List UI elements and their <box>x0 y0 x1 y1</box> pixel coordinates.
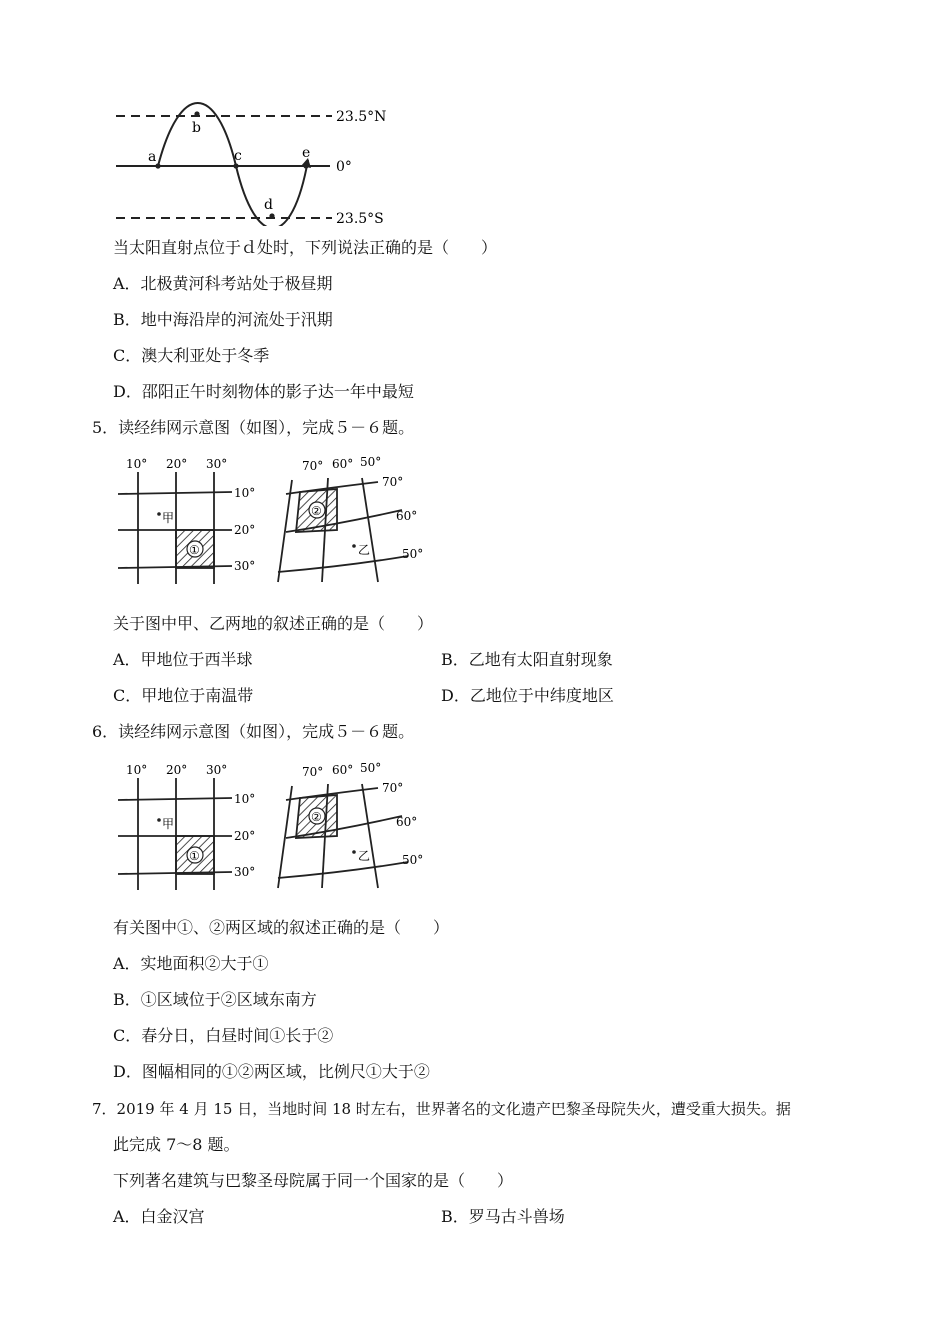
point-c: c <box>234 148 242 164</box>
left-top-label-30: 30° <box>206 763 228 777</box>
right-top-label-50: 50° <box>360 455 382 469</box>
right-side-label-50: 50° <box>402 547 424 561</box>
left-top-label-20: 20° <box>166 763 188 777</box>
left-side-label-30: 30° <box>234 559 256 573</box>
right-side-label-70: 70° <box>382 475 404 489</box>
left-side-label-20: 20° <box>234 829 256 843</box>
q5-option-d[interactable]: D．乙地位于中纬度地区 <box>441 686 614 705</box>
region-2-label: ② <box>311 504 322 518</box>
q6-option-d[interactable]: D．图幅相同的①②两区域，比例尺①大于② <box>113 1062 430 1081</box>
q6-option-b[interactable]: B．①区域位于②区域东南方 <box>113 990 317 1009</box>
point-yi: 乙 <box>358 543 371 557</box>
q5-title: 5．读经纬网示意图（如图），完成５－６题。 <box>92 418 415 437</box>
q7-title-line2: 此完成 7～8 题。 <box>113 1135 240 1154</box>
label-equator: 0° <box>336 159 352 175</box>
q6-title: 6．读经纬网示意图（如图），完成５－６题。 <box>92 722 415 741</box>
point-jia: 甲 <box>162 817 175 831</box>
right-side-label-50: 50° <box>402 853 424 867</box>
left-side-label-10: 10° <box>234 792 256 806</box>
label-tropic-north: 23.5°N <box>336 109 387 125</box>
region-1-label: ① <box>189 849 200 863</box>
q5-option-b[interactable]: B．乙地有太阳直射现象 <box>441 650 613 669</box>
q7-option-b[interactable]: B．罗马古斗兽场 <box>441 1207 565 1226</box>
q6-stem: 有关图中①、②两区域的叙述正确的是（ ） <box>113 918 450 937</box>
right-top-label-60: 60° <box>332 763 354 777</box>
q4-option-d[interactable]: D．邵阳正午时刻物体的影子达一年中最短 <box>113 382 414 401</box>
sun-path-diagram <box>110 96 400 226</box>
right-top-label-70: 70° <box>302 459 324 473</box>
q7-option-a[interactable]: A．白金汉宫 <box>113 1207 205 1226</box>
point-d: d <box>264 197 273 213</box>
left-side-label-30: 30° <box>234 865 256 879</box>
right-top-label-70: 70° <box>302 765 324 779</box>
point-jia: 甲 <box>162 511 175 525</box>
q7-title-line1: 7．2019 年 4 月 15 日，当地时间 18 时左右，世界著名的文化遗产巴黎圣母院失火，遭受重大损失。据 <box>92 1100 791 1118</box>
q5-option-c[interactable]: C．甲地位于南温带 <box>113 686 254 705</box>
region-1-label: ① <box>189 543 200 557</box>
point-b: b <box>192 120 201 136</box>
right-side-label-60: 60° <box>396 509 418 523</box>
right-top-label-60: 60° <box>332 457 354 471</box>
graticule-diagram-q5 <box>110 452 440 587</box>
left-top-label-10: 10° <box>126 457 148 471</box>
graticule-diagram-q6 <box>110 758 440 893</box>
q4-option-c[interactable]: C．澳大利亚处于冬季 <box>113 346 270 365</box>
q5-stem: 关于图中甲、乙两地的叙述正确的是（ ） <box>113 614 434 633</box>
left-side-label-10: 10° <box>234 486 256 500</box>
q5-option-a[interactable]: A．甲地位于西半球 <box>113 650 253 669</box>
q4-option-b[interactable]: B．地中海沿岸的河流处于汛期 <box>113 310 333 329</box>
left-top-label-10: 10° <box>126 763 148 777</box>
right-top-label-50: 50° <box>360 761 382 775</box>
point-e: e <box>302 145 311 161</box>
right-side-label-70: 70° <box>382 781 404 795</box>
q7-stem: 下列著名建筑与巴黎圣母院属于同一个国家的是（ ） <box>113 1171 514 1190</box>
q6-option-c[interactable]: C．春分日，白昼时间①长于② <box>113 1026 334 1045</box>
point-yi: 乙 <box>358 849 371 863</box>
left-top-label-30: 30° <box>206 457 228 471</box>
region-2-label: ② <box>311 810 322 824</box>
point-a: a <box>148 149 157 165</box>
left-side-label-20: 20° <box>234 523 256 537</box>
q4-option-a[interactable]: A．北极黄河科考站处于极昼期 <box>113 274 333 293</box>
right-side-label-60: 60° <box>396 815 418 829</box>
left-top-label-20: 20° <box>166 457 188 471</box>
q6-option-a[interactable]: A．实地面积②大于① <box>113 954 269 973</box>
q4-stem: 当太阳直射点位于ｄ处时，下列说法正确的是（ ） <box>113 238 498 257</box>
label-tropic-south: 23.5°S <box>336 211 384 226</box>
